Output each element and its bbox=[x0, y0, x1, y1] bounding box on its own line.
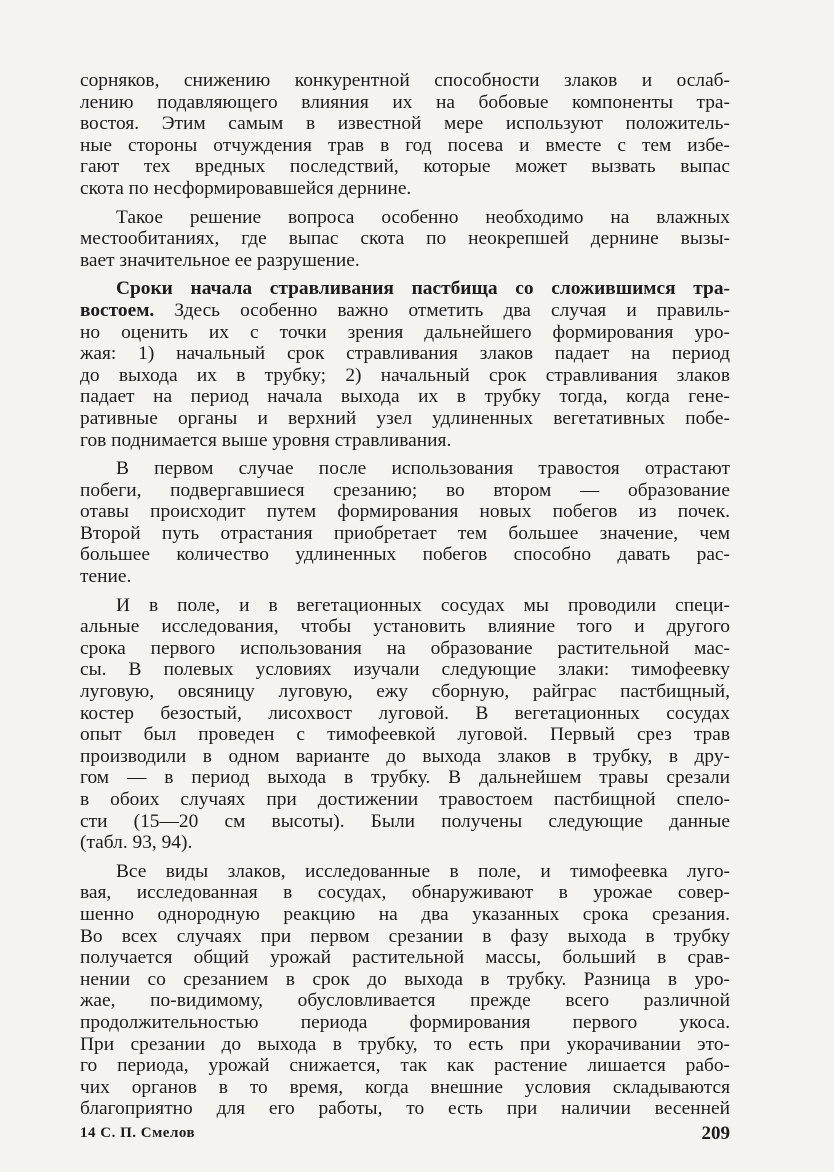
text-line: альные исследования, чтобы установить влияние того и другого bbox=[80, 616, 730, 638]
text-line: благоприятно для его работы, то есть при наличии весенней bbox=[80, 1098, 730, 1120]
paragraph-2 bbox=[80, 207, 730, 272]
section-heading-tail: востоем. bbox=[80, 299, 155, 321]
text-line: (табл. 93, 94). bbox=[80, 832, 193, 854]
text-line: гов поднимается выше уровня стравливания. bbox=[80, 429, 452, 451]
text-line: срока первого использования на образование растительной мас- bbox=[80, 637, 730, 659]
text-line: жая: 1) начальный срок стравливания злаков падает на период bbox=[80, 343, 730, 365]
text-line: получается общий урожай растительной массы, больший в срав- bbox=[80, 947, 730, 969]
text-line: большее количество удлиненных побегов способно давать рас- bbox=[80, 544, 730, 566]
text-line: опыт был проведен с тимофеевкой луговой. Первый срез трав bbox=[80, 724, 730, 746]
page-body bbox=[80, 70, 730, 1127]
text-line: чих органов в то время, когда внешние условия складываются bbox=[80, 1076, 730, 1098]
section-heading-line: Сроки начала стравливания пастбища со сложившимся тра- bbox=[116, 278, 730, 300]
text-line: местообитаниях, где выпас скота по неокрепшей дернине вызы- bbox=[80, 228, 730, 250]
text-line: луговую, овсяницу луговую, ежу сборную, райграс пастбищный, bbox=[80, 681, 730, 703]
text-line: лению подавляющего влияния их на бобовые компоненты тра- bbox=[80, 91, 730, 113]
paragraph-6 bbox=[80, 861, 730, 1120]
text-line: в обоих случаях при достижении травостоем пастбищной спело- bbox=[80, 789, 730, 810]
text-line: жае, по-видимому, обусловливается прежде всего различной bbox=[80, 990, 730, 1012]
printer-signature: 14 С. П. Смелов bbox=[80, 1125, 196, 1141]
text-line: скота по несформировавшейся дернине. bbox=[80, 177, 412, 199]
text-line: продолжительностью периода формирования первого укоса. bbox=[80, 1011, 730, 1033]
text-line: костер безостый, лисохвост луговой. В вегетационных сосудах bbox=[80, 702, 730, 724]
text-line: вает значительное ее разрушение. bbox=[80, 249, 360, 271]
text-line: И в поле, и в вегетационных сосудах мы проводили специ- bbox=[116, 594, 730, 616]
text-line: ные стороны отчуждения трав в год посева и вместе с тем избе- bbox=[80, 134, 730, 156]
text-line: отавы происходит путем формирования новых побегов из почек. bbox=[80, 501, 730, 523]
text-line: производили в одном варианте до выхода злаков в трубку, в дру- bbox=[80, 745, 730, 767]
text-line: Такое решение вопроса особенно необходимо на влажных bbox=[116, 206, 730, 228]
text-line: Во всех случаях при первом срезании в фазу выхода в трубку bbox=[80, 925, 730, 947]
paragraph-4 bbox=[80, 458, 730, 588]
text-line: го периода, урожай снижается, так как растение лишается рабо- bbox=[80, 1055, 730, 1077]
paragraph-3 bbox=[80, 278, 730, 451]
text-line: В первом случае после использования травостоя отрастают bbox=[116, 458, 730, 480]
text-line: до выхода их в трубку; 2) начальный срок стравливания злаков bbox=[80, 364, 730, 386]
text-line: При срезании до выхода в трубку, то есть при укорачивании это- bbox=[80, 1033, 730, 1055]
text-line: побеги, подвергавшиеся срезанию; во втором — образование bbox=[80, 479, 730, 501]
text-line: востоя. Этим самым в известной мере используют положитель- bbox=[80, 113, 730, 135]
text-line: шенно однородную реакцию на два указанных срока срезания. bbox=[80, 903, 730, 925]
text-line: гают тех вредных последствий, которые может вызвать выпас bbox=[80, 156, 730, 178]
text-line: сти (15—20 см высоты). Были получены следующие данные bbox=[80, 810, 730, 832]
text-line: вая, исследованная в сосудах, обнаруживают в урожае совер- bbox=[80, 882, 730, 904]
paragraph-5 bbox=[80, 595, 730, 854]
text-line: гом — в период выхода в трубку. В дальнейшем травы срезали bbox=[80, 767, 730, 789]
text-line: тение. bbox=[80, 566, 132, 588]
page-number: 209 bbox=[701, 1123, 730, 1144]
text-line: но оценить их с точки зрения дальнейшего формирования уро- bbox=[80, 321, 730, 343]
text-line: востоем. Здесь особенно важно отметить два случая и правиль- bbox=[80, 299, 730, 321]
text-line: сорняков, снижению конкурентной способности злаков и ослаб- bbox=[80, 70, 730, 91]
text-line: падает на период начала выхода их в трубку тогда, когда гене- bbox=[80, 386, 730, 408]
text-line: сы. В полевых условиях изучали следующие злаки: тимофеевку bbox=[80, 659, 730, 681]
text-line: Второй путь отрастания приобретает тем большее значение, чем bbox=[80, 522, 730, 544]
text-line: нении со срезанием в срок до выхода в трубку. Разница в уро- bbox=[80, 968, 730, 990]
text-line: ративные органы и верхний узел удлиненных вегетативных побе- bbox=[80, 407, 730, 429]
text-line: Все виды злаков, исследованные в поле, и тимофеевка луго- bbox=[116, 860, 730, 882]
paragraph-1 bbox=[80, 70, 730, 200]
